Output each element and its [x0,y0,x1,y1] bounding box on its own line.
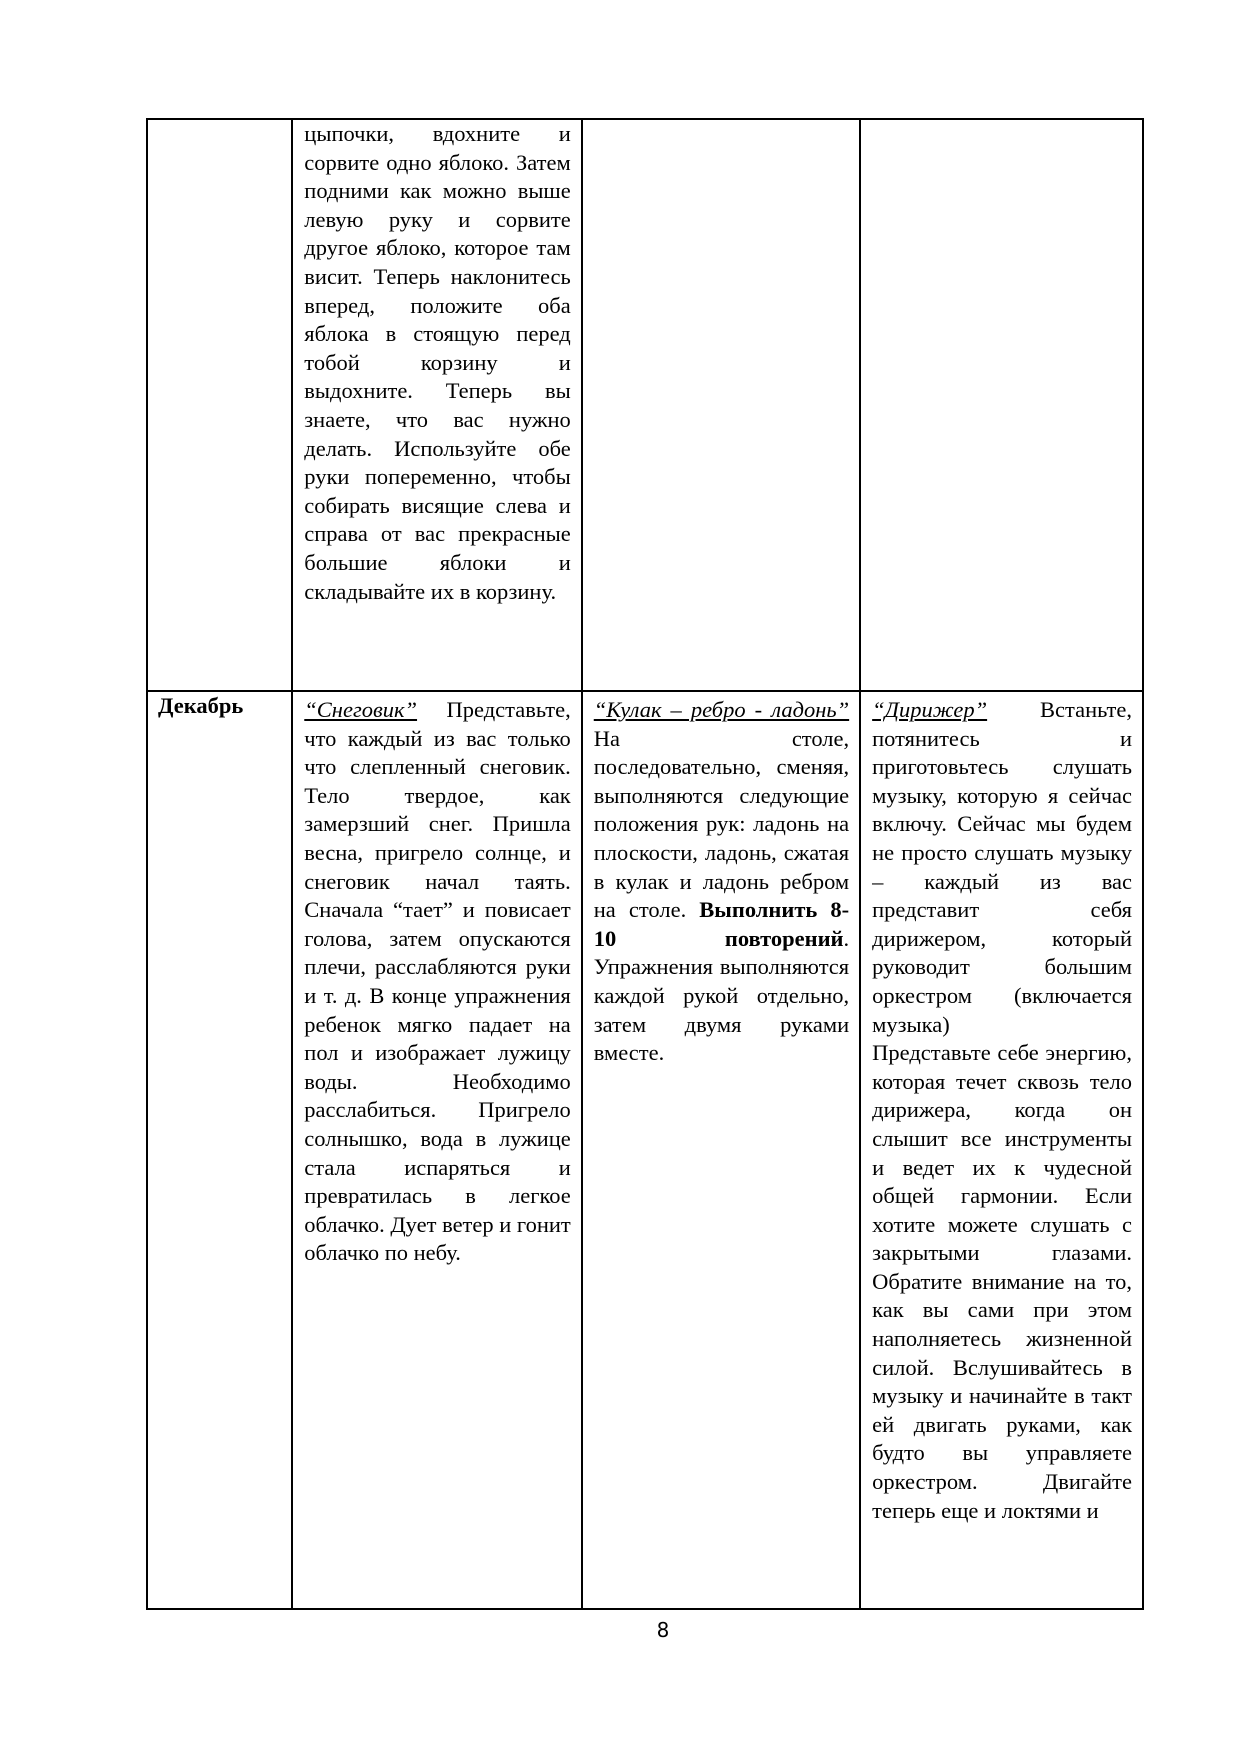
exercise-repetitions: Выполнить 8-10 повторений [593,897,850,951]
month-label: Декабрь [158,693,244,718]
exercise-cell [582,119,860,691]
exercise-text-continued: Представьте себе энергию, которая течет сквозь тело дирижера, когда он слышит все инструменты и ведет их к чудесной общей гармонии. Если хотите можете слушать с закрытыми глазами. Обратите внимание на то, как вы сами при этом наполняетесь жизненной силой. Вслушивайтесь в музыку и начинайте в такт ей двигать руками, как будто вы управляете оркестром. Двигайте теперь еще и локтями и [872,1040,1132,1523]
exercise-text: На столе, последовательно, сменяя, выполняются следующие положения рук: ладонь на плоскости, ладонь, сжатая в кулак и ладонь ребром на столе. [593,725,850,923]
exercise-cell-conductor [860,691,1143,1609]
exercise-cell [860,119,1143,691]
exercise-text: Встаньте, потянитесь и приготовьтесь слушать музыку, которую я сейчас включу. Сейчас мы будем не просто слушать музыку – каждый из вас представит себя дирижером, который руководит большим оркестром (включается музыка) [872,697,1132,1037]
exercise-text-continued: . Упражнения выполняются каждой рукой отдельно, затем двумя руками вместе. [593,925,850,1066]
month-cell [147,691,292,1609]
exercise-title: “Дирижер” [872,697,988,722]
exercise-title: “Кулак – ребро - ладонь” [593,697,850,722]
page-number: 8 [656,1618,670,1642]
table-row [147,691,1143,1609]
month-cell [147,119,292,691]
exercise-cell-snowman [292,691,581,1609]
exercise-text: Представьте, что каждый из вас только что слепленный снеговик. Тело твердое, как замерзший снег. Пришла весна, пригрело солнце, и снеговик начал таять. Сначала “тает” и повисает голова, затем опускаются плечи, расслабляются руки и т. д. В конце упражнения ребенок мягко падает на пол и изображает лужицу воды. Необходимо расслабиться. Пригрело солнышко, вода в лужице стала испаряться и превратилась в легкое облачко. Дует ветер и гонит облачко по небу. [304,697,571,1266]
exercise-text: цыпочки, вдохните и сорвите одно яблоко. Затем подними как можно выше левую руку и сорвите другое яблоко, которое там висит. Теперь наклонитесь вперед, положите оба яблока в стоящую перед тобой корзину и выдохните. Теперь вы знаете, что вас нужно делать. Используйте обе руки попеременно, чтобы собирать висящие слева и справа от вас прекрасные большие яблоки и складывайте их в корзину. [304,121,571,604]
exercise-title: “Снеговик” [304,697,418,722]
exercise-cell-fist-edge-palm [582,691,860,1609]
table-row [147,119,1143,691]
exercise-table [146,118,1144,1610]
exercise-cell [292,119,581,691]
